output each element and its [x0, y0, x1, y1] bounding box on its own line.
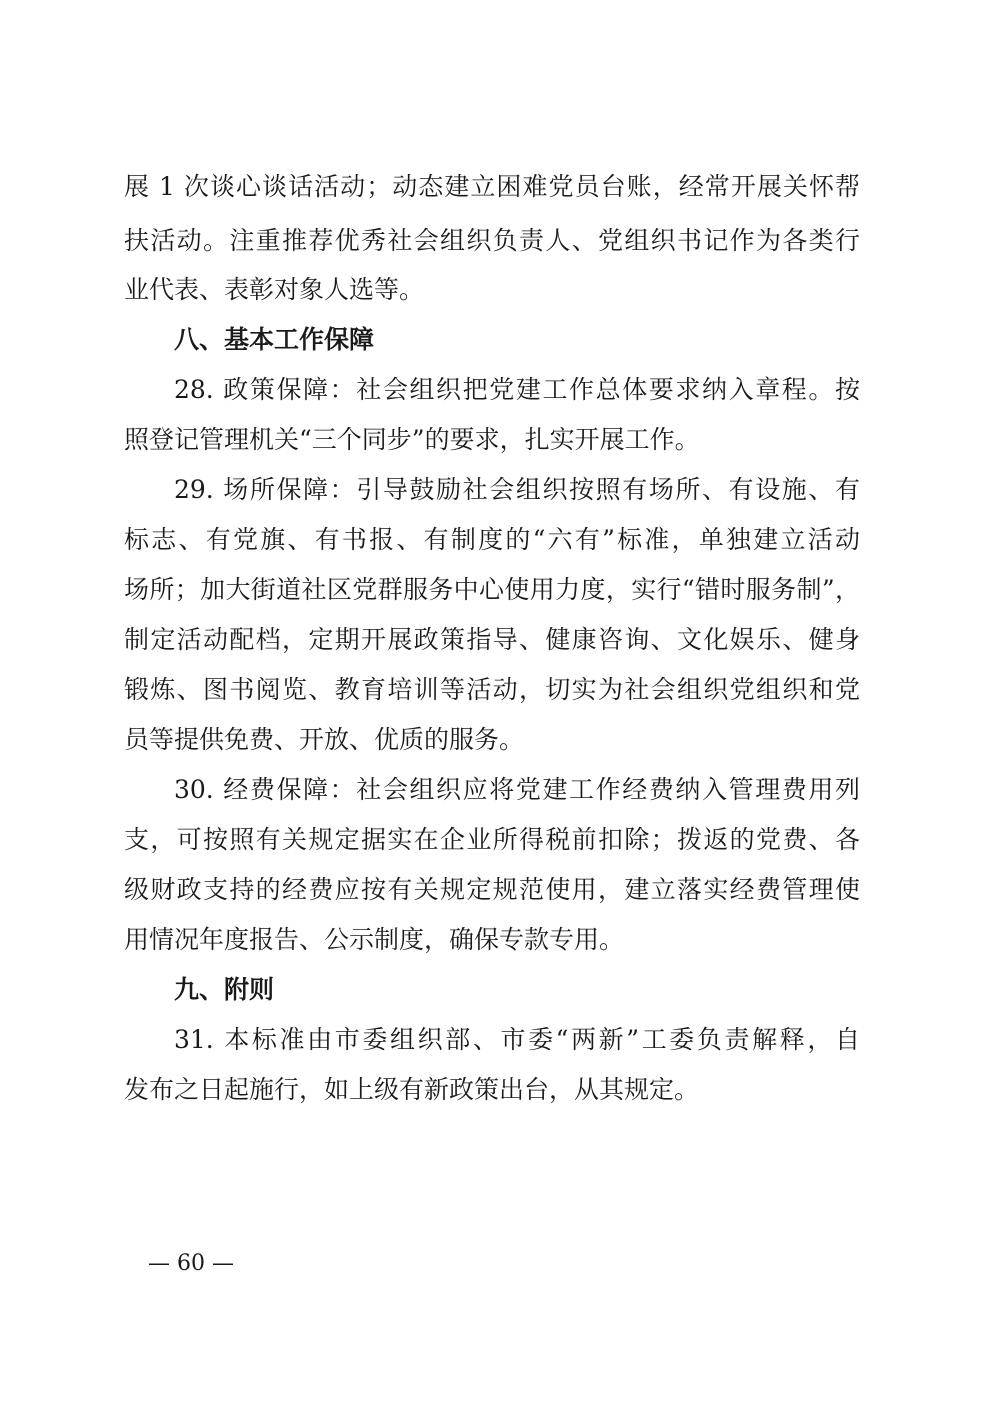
section-heading-8: 八、基本工作保障: [174, 325, 375, 354]
item-29-line: 员等提供免费、开放、优质的服务。: [124, 725, 525, 754]
item-30-line: 用情况年度报告、公示制度，确保专款专用。: [124, 925, 625, 954]
item-30-line: 支，可按照有关规定据实在企业所得税前扣除；拨返的党费、各: [124, 825, 860, 854]
item-29-line: 制定活动配档，定期开展政策指导、健康咨询、文化娱乐、健身: [124, 625, 860, 654]
item-30-line: 30. 经费保障：社会组织应将党建工作经费纳入管理费用列: [174, 775, 860, 804]
item-29-line: 标志、有党旗、有书报、有制度的“六有”标准，单独建立活动: [124, 525, 860, 554]
section-heading-9: 九、附则: [174, 975, 275, 1004]
paragraph-line: 扶活动。注重推荐优秀社会组织负责人、党组织书记作为各类行: [124, 226, 860, 255]
item-30-line: 级财政支持的经费应按有关规定规范使用，建立落实经费管理使: [124, 875, 860, 904]
item-29-line: 场所；加大街道社区党群服务中心使用力度，实行“错时服务制”，: [124, 575, 860, 604]
item-29-line: 锻炼、图书阅览、教育培训等活动，切实为社会组织党组织和党: [124, 675, 860, 704]
item-28-line: 照登记管理机关“三个同步”的要求，扎实开展工作。: [124, 425, 700, 454]
item-31-line: 31. 本标准由市委组织部、市委“两新”工委负责解释，自: [174, 1025, 860, 1054]
paragraph-line: 展 1 次谈心谈话活动；动态建立困难党员台账，经常开展关怀帮: [124, 172, 860, 201]
item-29-line: 29. 场所保障：引导鼓励社会组织按照有场所、有设施、有: [174, 475, 860, 504]
item-31-line: 发布之日起施行，如上级有新政策出台，从其规定。: [124, 1075, 700, 1104]
item-28-line: 28. 政策保障：社会组织把党建工作总体要求纳入章程。按: [174, 375, 860, 404]
page-number: — 60 —: [148, 1251, 234, 1276]
paragraph-line: 业代表、表彰对象人选等。: [124, 275, 425, 304]
